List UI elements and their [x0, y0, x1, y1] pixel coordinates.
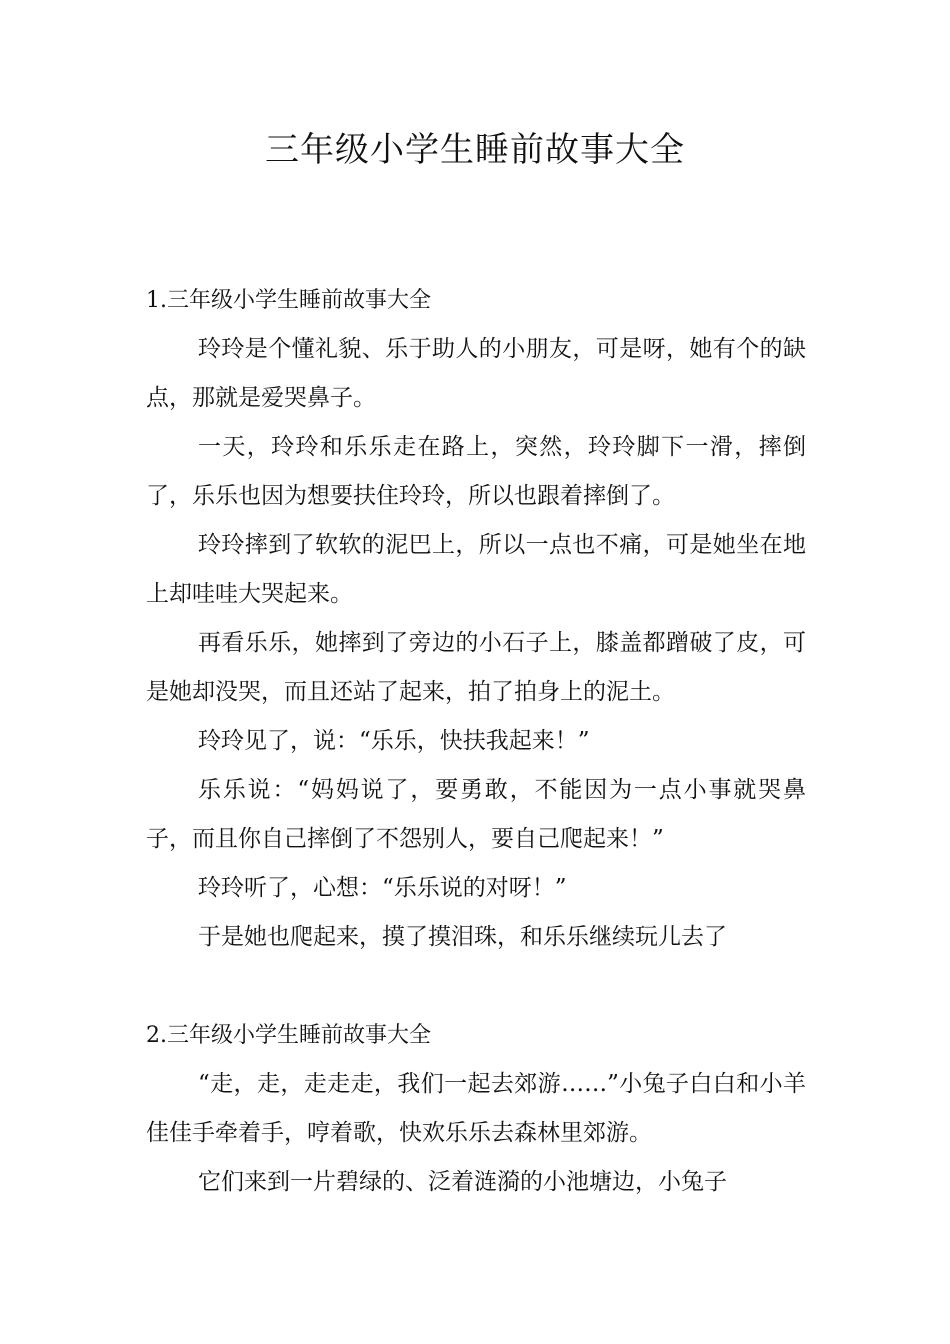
paragraph: 乐乐说：“妈妈说了，要勇敢，不能因为一点小事就哭鼻子，而且你自己摔倒了不怨别人，要自己爬起来！”: [146, 777, 806, 852]
section-gap: [146, 962, 806, 1011]
paragraph: 再看乐乐，她摔到了旁边的小石子上，膝盖都蹭破了皮，可是她却没哭，而且还站了起来，拍了拍身上的泥土。: [146, 630, 806, 705]
section-heading: 1.三年级小学生睡前故事大全: [146, 288, 431, 313]
paragraph: “走，走，走走走，我们一起去郊游……”小兔子白白和小羊佳佳手牵着手，哼着歌，快欢乐乐去森林里郊游。: [146, 1071, 806, 1146]
paragraph: 于是她也爬起来，摸了摸泪珠，和乐乐继续玩儿去了: [198, 924, 727, 950]
paragraph: 玲玲是个懂礼貌、乐于助人的小朋友，可是呀，她有个的缺点，那就是爱哭鼻子。: [146, 336, 806, 411]
paragraph: 玲玲见了，说：“乐乐，快扶我起来！”: [198, 728, 590, 754]
story-section-2: [146, 1011, 806, 1207]
paragraph: 它们来到一片碧绿的、泛着涟漪的小池塘边，小兔子: [198, 1169, 727, 1195]
paragraph: 玲玲摔到了软软的泥巴上，所以一点也不痛，可是她坐在地上却哇哇大哭起来。: [146, 532, 806, 607]
section-heading: 2.三年级小学生睡前故事大全: [146, 1023, 431, 1048]
document-title: 三年级小学生睡前故事大全: [265, 130, 685, 170]
paragraph: 一天，玲玲和乐乐走在路上，突然，玲玲脚下一滑，摔倒了，乐乐也因为想要扶住玲玲，所以也跟着摔倒了。: [146, 434, 806, 509]
document-body: [146, 276, 806, 1207]
story-section-1: [146, 276, 806, 962]
paragraph: 玲玲听了，心想：“乐乐说的对呀！”: [198, 875, 567, 901]
